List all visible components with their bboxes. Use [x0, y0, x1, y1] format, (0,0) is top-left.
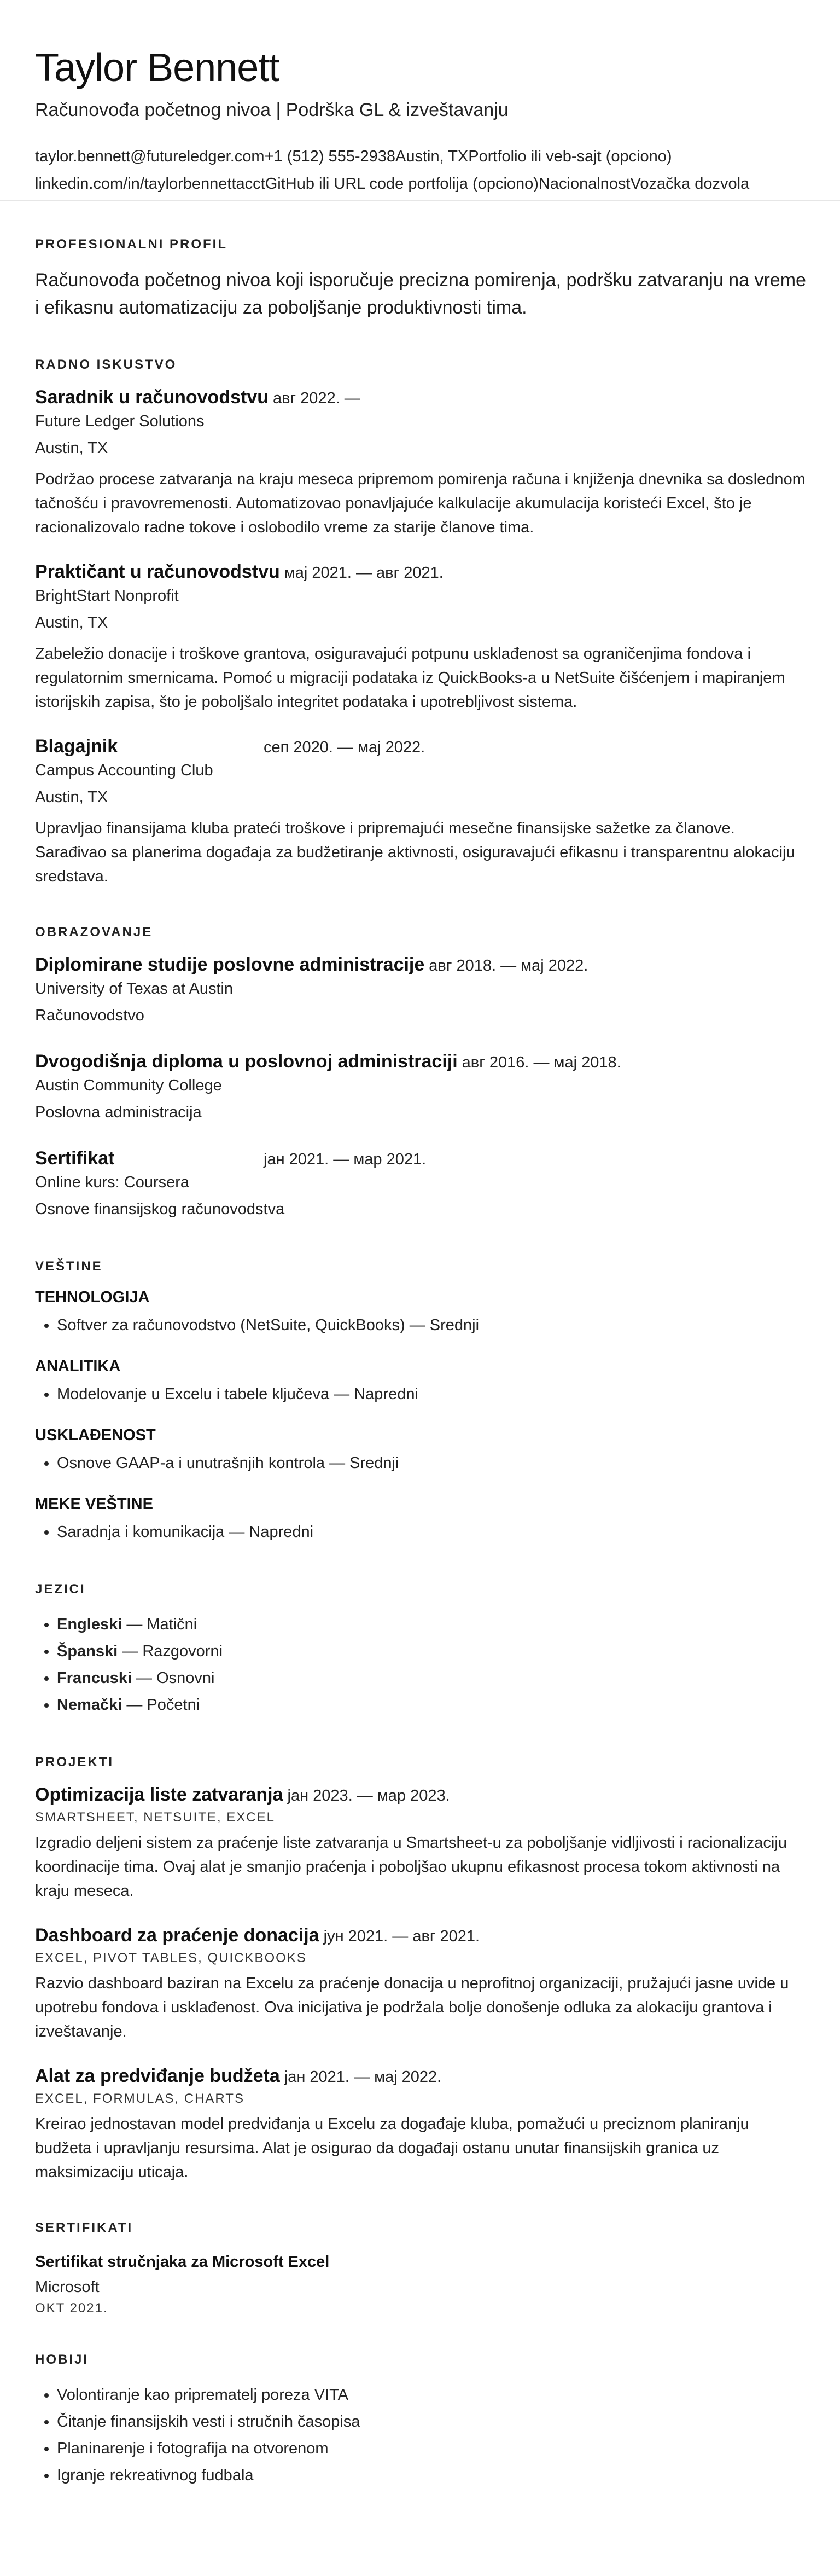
project-description: Kreirao jednostavan model predviđanja u Excelu za događaje kluba, pomažući u preciznom planiranju budžeta i upravljanju resursima. Alat je osigurao da događaji ostanu unutar finansijskih granica uz maksimizaciju uticaja. [35, 2115, 749, 2181]
certification-entry [35, 2250, 806, 2316]
project-entry [35, 1925, 806, 2044]
skill-category: MEKE VEŠTINE [35, 1495, 153, 1513]
language-level: — Osnovni [132, 1669, 215, 1687]
skill-item: • Softver za računovodstvo (NetSuite, QuickBooks) — Srednji [57, 1312, 806, 1339]
hobby-item: • Volontiranje kao priprematelj poreza VITA [57, 2382, 806, 2409]
contact-line-1: taylor.bennett@futureledger.com+1 (512) 555-2938Austin, TXPortfolio ili veb-sajt (opciono) [35, 148, 672, 165]
job-location: Austin, TX [35, 788, 108, 806]
language-name: Nemački [57, 1696, 122, 1714]
experience-entry [35, 561, 806, 714]
project-description: Izgradio deljeni sistem za praćenje liste zatvaranja u Smartsheet-u za poboljšanje vidljivosti i racionalizaciju koordinacije tima. Ovaj alat je smanjio praćenja i poboljšao ukupnu efikasnost procesa tokom aktivnosti na kraju meseca. [35, 1834, 787, 1900]
project-title: Optimizacija liste zatvaranja [35, 1784, 283, 1805]
skill-item: • Saradnja i komunikacija — Napredni [57, 1519, 806, 1546]
candidate-name: Taylor Bennett [35, 46, 279, 90]
field-of-study: Poslovna administracija [35, 1104, 202, 1121]
project-dates: јан 2023. — мар 2023. [287, 1787, 450, 1805]
language-item [57, 1611, 806, 1638]
hobby-item: • Igranje rekreativnog fudbala [57, 2462, 806, 2489]
section-title-experience: RADNO ISKUSTVO [35, 357, 177, 372]
hobby-list [35, 2382, 806, 2489]
project-title: Dashboard za praćenje donacija [35, 1925, 319, 1946]
degree-title: Sertifikat [35, 1148, 115, 1169]
job-dates: авг 2022. — [273, 390, 360, 407]
skill-list [35, 1450, 806, 1477]
field-of-study: Računovodstvo [35, 1007, 144, 1024]
job-description: Podržao procese zatvaranja na kraju meseca pripremom pomirenja računa i knjiženja dnevnika sa doslednom tačnošću i pravovremenosti. Automatizovao ponavljajuće kalkulacije akumulacija koristeći Excel, što je racionalizovalo radne tokove i oslobodilo vreme za starije članove tima. [35, 471, 806, 536]
project-entry [35, 2066, 806, 2184]
job-dates: сеп 2020. — мај 2022. [264, 739, 425, 756]
education-entry [35, 1051, 806, 1126]
skill-item: • Osnove GAAP-a i unutrašnjih kontrola — Srednji [57, 1450, 806, 1477]
skill-category: USKLAĐENOST [35, 1426, 156, 1444]
certification-issuer: Microsoft [35, 2278, 100, 2296]
language-item [57, 1692, 806, 1719]
contact-info [35, 143, 806, 198]
job-location: Austin, TX [35, 614, 108, 631]
degree-dates: авг 2018. — мај 2022. [429, 957, 588, 974]
skill-list [35, 1312, 806, 1339]
degree-dates: јан 2021. — мар 2021. [264, 1151, 427, 1168]
language-item [57, 1638, 806, 1665]
skill-category: TEHNOLOGIJA [35, 1289, 150, 1306]
contact-line-2: linkedin.com/in/taylorbennettacctGitHub ili URL code portfolija (opciono)NacionalnostVozačka dozvola [35, 175, 750, 193]
school-name: University of Texas at Austin [35, 980, 234, 997]
experience-entry [35, 736, 806, 889]
section-title-projects: PROJEKTI [35, 1755, 114, 1769]
job-location: Austin, TX [35, 439, 108, 457]
section-title-certifications: SERTIFIKATI [35, 2220, 133, 2235]
school-name: Online kurs: Coursera [35, 1174, 190, 1191]
section-title-skills: VEŠTINE [35, 1259, 103, 1274]
language-name: Francuski [57, 1669, 132, 1687]
project-description: Razvio dashboard baziran na Excelu za praćenje donacija u neprofitnoj organizaciji, pružajući jasne uvide u upotrebu fondova i usklađenost. Ova inicijativa je podržala bolje donošenje odluka za alokaciju grantova i izveštavanje. [35, 1975, 789, 2040]
language-name: Engleski [57, 1616, 122, 1633]
project-title: Alat za predviđanje budžeta [35, 2066, 280, 2086]
education-entry [35, 1148, 806, 1223]
project-tags: EXCEL, FORMULAS, CHARTS [35, 2091, 244, 2106]
job-title: Blagajnik [35, 736, 118, 757]
degree-dates: авг 2016. — мај 2018. [462, 1054, 621, 1071]
project-dates: јан 2021. — мај 2022. [284, 2068, 442, 2086]
section-title-profile: PROFESIONALNI PROFIL [35, 237, 228, 252]
certification-name: Sertifikat stručnjaka za Microsoft Excel [35, 2253, 330, 2271]
degree-title: Diplomirane studije poslovne administracije [35, 954, 425, 975]
hobby-item: • Čitanje finansijskih vesti i stručnih časopisa [57, 2409, 806, 2435]
degree-title: Dvogodišnja diploma u poslovnoj administraciji [35, 1051, 458, 1072]
job-title: Praktičant u računovodstvu [35, 561, 280, 582]
experience-entry [35, 387, 806, 539]
header-divider [0, 200, 840, 201]
language-item [57, 1665, 806, 1692]
project-tags: SMARTSHEET, NETSUITE, EXCEL [35, 1810, 275, 1825]
section-title-hobbies: HOBIJI [35, 2352, 89, 2367]
job-dates: мај 2021. — авг 2021. [284, 564, 444, 582]
language-level: — Početni [122, 1696, 200, 1714]
language-level: — Matični [122, 1616, 197, 1633]
language-name: Španski [57, 1643, 118, 1660]
company-name: BrightStart Nonprofit [35, 587, 179, 605]
job-title: Saradnik u računovodstvu [35, 387, 269, 408]
job-description: Zabeležio donacije i troškove grantova, osiguravajući potpunu usklađenost sa ograničenjima fondova i regulatornim smernicama. Pomoć u migraciji podataka iz QuickBooks-a u NetSuite čišćenjem i mapiranjem istorijskih zapisa, što je poboljšalo integritet podataka i upotrebljivost sistema. [35, 645, 785, 711]
candidate-title: Računovođa početnog nivoa | Podrška GL & izveštavanju [35, 100, 509, 120]
profile-text: Računovođa početnog nivoa koji isporučuje precizna pomirenja, podršku zatvaranju na vreme i efikasnu automatizaciju za poboljšanje produktivnosti tima. [35, 270, 806, 318]
education-entry [35, 954, 806, 1029]
certification-date: OKT 2021. [35, 2301, 108, 2316]
language-level: — Razgovorni [118, 1643, 223, 1660]
skill-list [35, 1381, 806, 1408]
school-name: Austin Community College [35, 1077, 222, 1094]
language-list [35, 1611, 806, 1719]
company-name: Campus Accounting Club [35, 762, 213, 779]
job-description: Upravljao finansijama kluba prateći troškove i pripremajući mesečne finansijske sažetke za članove. Sarađivao sa planerima događaja za budžetiranje aktivnosti, osiguravajući efikasnu i transparentnu alokaciju sredstava. [35, 820, 795, 885]
company-name: Future Ledger Solutions [35, 413, 205, 430]
hobby-item: • Planinarenje i fotografija na otvorenom [57, 2435, 806, 2462]
skill-category: ANALITIKA [35, 1357, 121, 1375]
project-dates: јун 2021. — авг 2021. [323, 1928, 480, 1945]
section-title-languages: JEZICI [35, 1582, 86, 1597]
project-tags: EXCEL, PIVOT TABLES, QUICKBOOKS [35, 1951, 307, 1965]
section-title-education: OBRAZOVANJE [35, 925, 153, 939]
skill-item: • Modelovanje u Excelu i tabele ključeva — Napredni [57, 1381, 806, 1408]
skill-list [35, 1519, 806, 1546]
project-entry [35, 1784, 806, 1903]
field-of-study: Osnove finansijskog računovodstva [35, 1200, 285, 1218]
